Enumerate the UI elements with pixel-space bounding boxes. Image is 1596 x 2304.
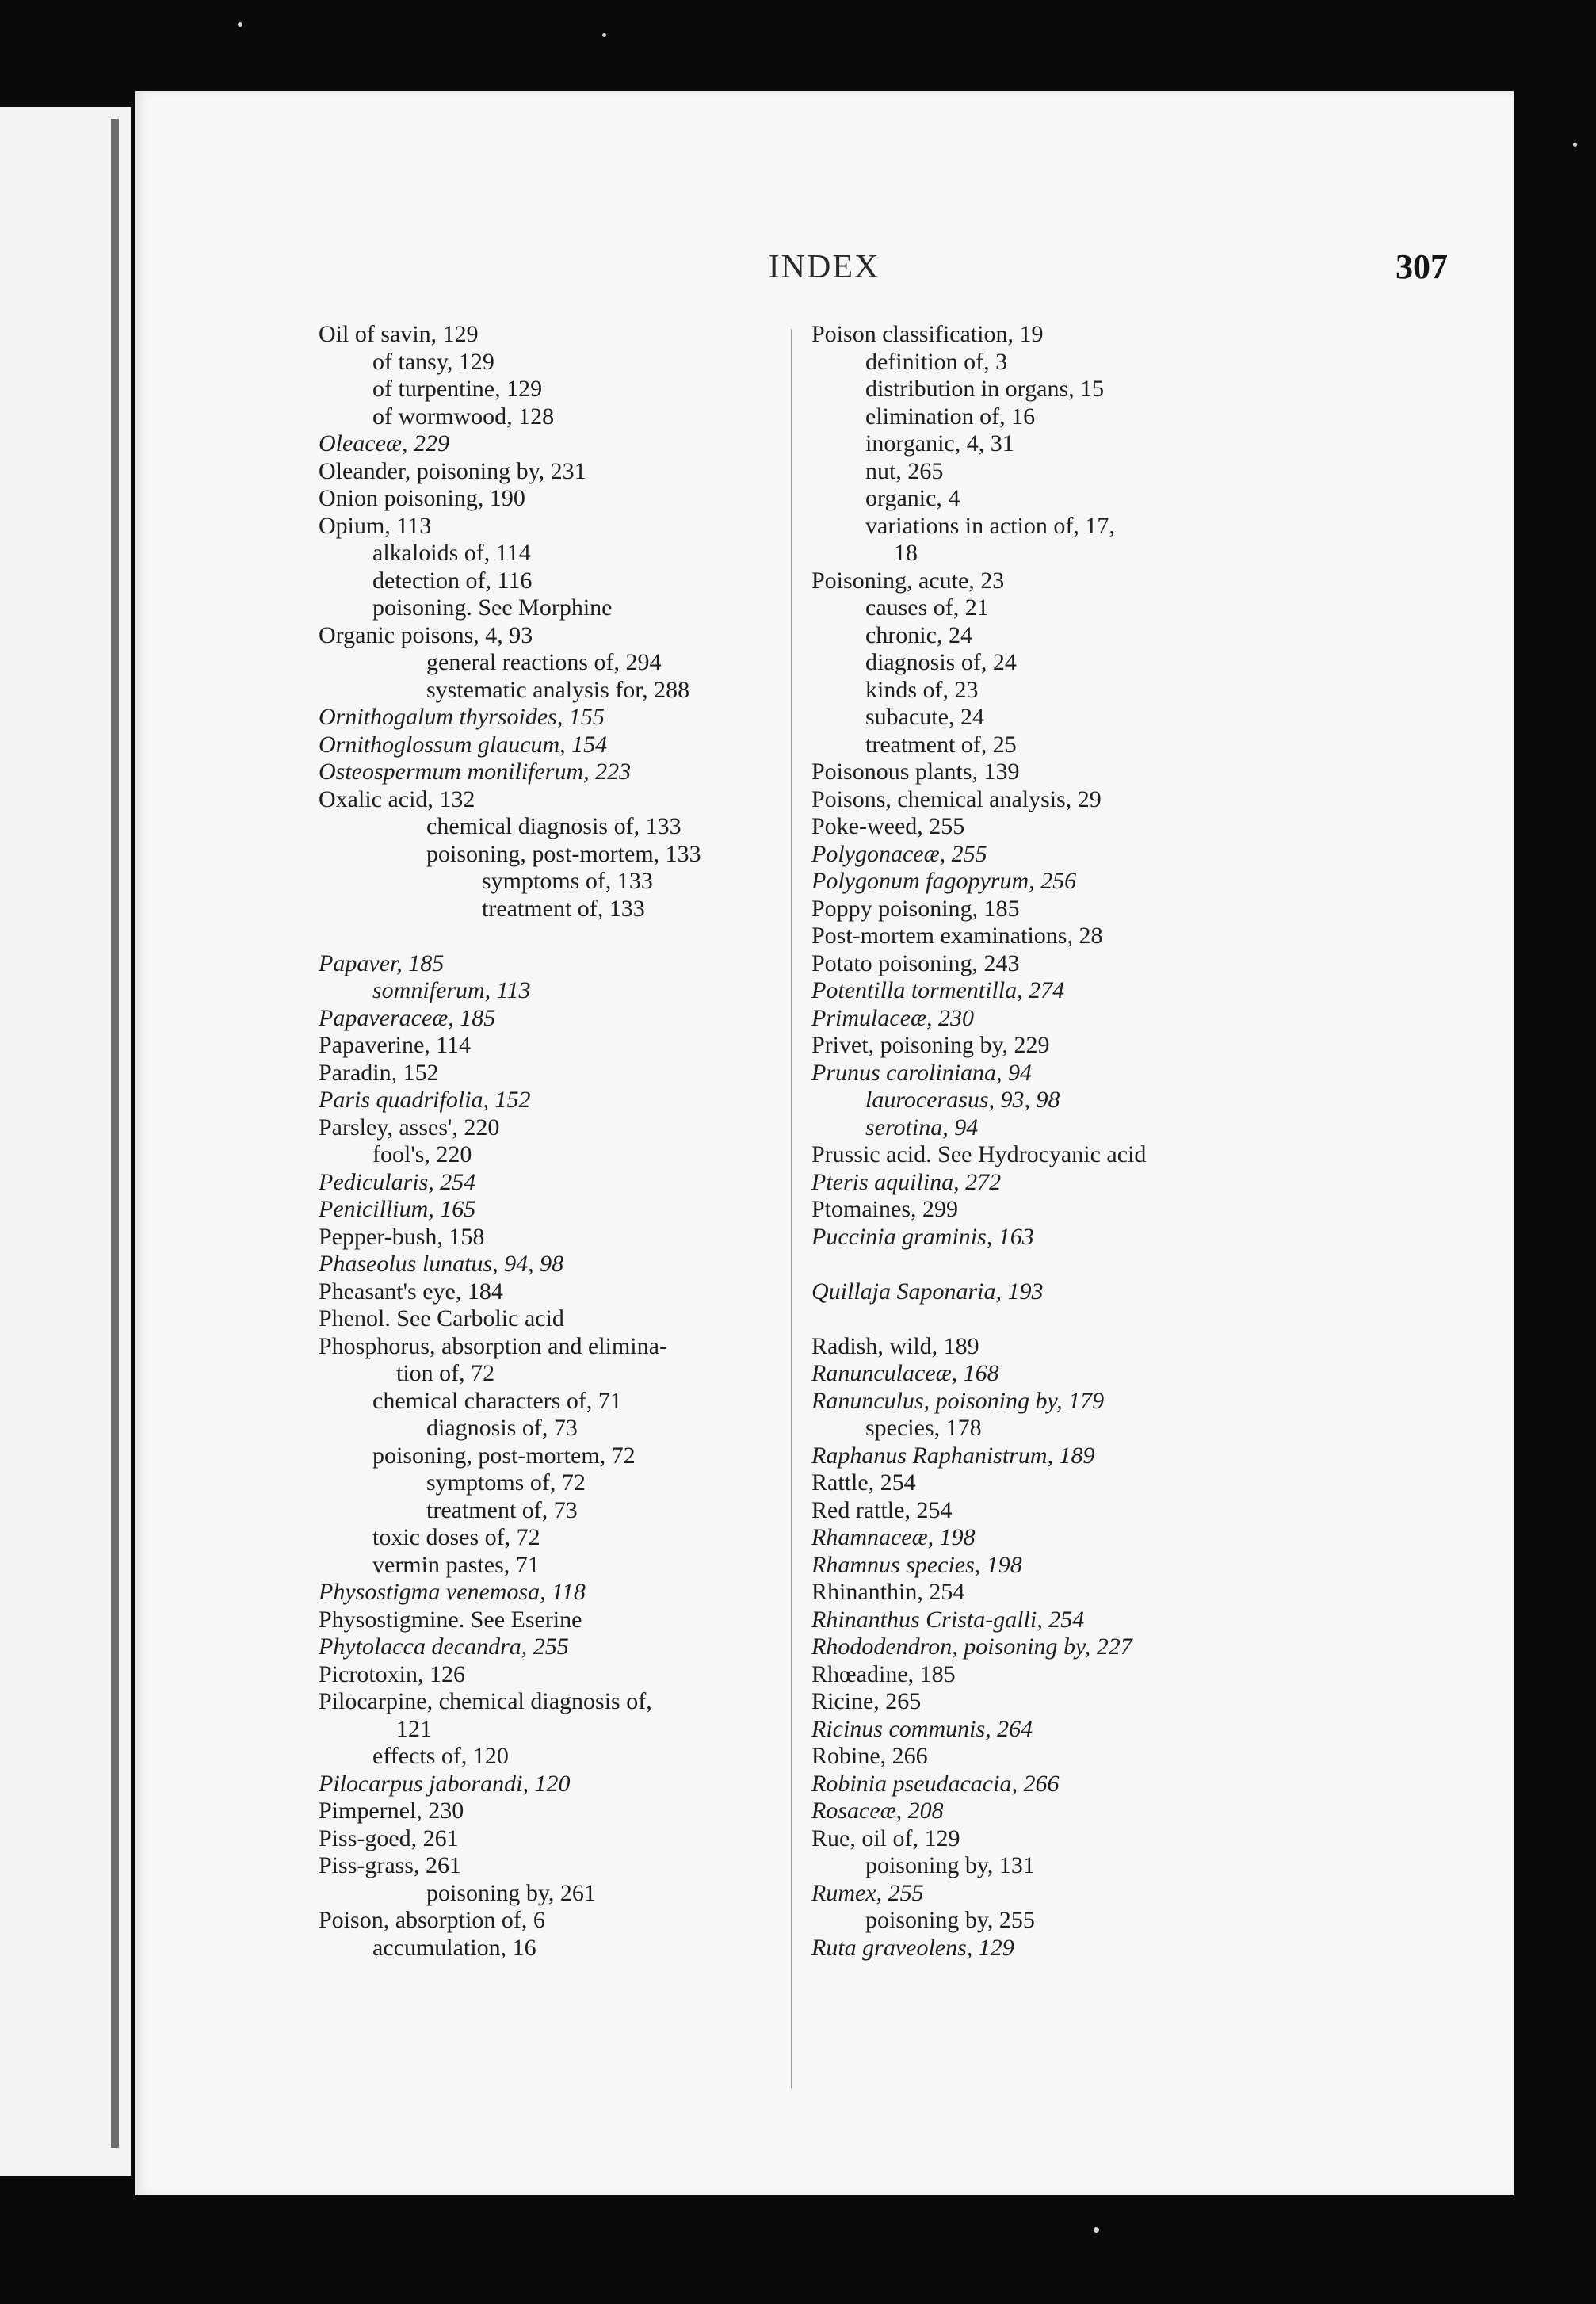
index-subentry: of tansy, 129 (372, 348, 494, 375)
column-divider (791, 329, 792, 2088)
index-entry: Picrotoxin, 126 (319, 1660, 465, 1687)
index-entry: Opium, 113 (319, 512, 432, 539)
index-entry: Quillaja Saponaria, 193 (811, 1278, 1044, 1305)
book-page (135, 91, 1514, 2195)
index-entry: Ranunculaceæ, 168 (811, 1360, 999, 1386)
index-subentry: general reactions of, 294 (426, 649, 662, 675)
index-subentry: detection of, 116 (372, 567, 533, 594)
index-entry: Pteris aquilina, 272 (811, 1168, 1002, 1195)
index-subentry: alkaloids of, 114 (372, 540, 531, 566)
index-entry: Puccinia graminis, 163 (811, 1223, 1034, 1250)
index-entry: Oleaceæ, 229 (319, 430, 449, 457)
index-entry: Rhœadine, 185 (811, 1660, 956, 1687)
index-subentry: fool's, 220 (372, 1141, 472, 1167)
index-subentry: diagnosis of, 73 (426, 1415, 578, 1441)
index-entry: Phytolacca decandra, 255 (319, 1633, 569, 1660)
index-entry: Oxalic acid, 132 (319, 785, 475, 812)
index-subentry: poisoning by, 261 (426, 1879, 596, 1906)
index-entry: Poisons, chemical analysis, 29 (811, 785, 1102, 812)
index-entry: Poison, absorption of, 6 (319, 1907, 545, 1933)
index-subentry: species, 178 (865, 1415, 982, 1441)
index-subentry: poisoning, post-mortem, 133 (426, 840, 701, 867)
index-subentry: treatment of, 133 (482, 895, 645, 922)
index-entry: Radish, wild, 189 (811, 1332, 979, 1359)
index-subentry: treatment of, 25 (865, 731, 1017, 758)
index-subentry: vermin pastes, 71 (372, 1551, 540, 1578)
index-subentry: somniferum, 113 (372, 977, 531, 1003)
index-entry: Ricine, 265 (811, 1688, 922, 1714)
index-entry: Osteospermum moniliferum, 223 (319, 758, 632, 785)
index-subentry: accumulation, 16 (372, 1934, 536, 1961)
index-entry: Piss-grass, 261 (319, 1852, 462, 1878)
index-subentry: chemical characters of, 71 (372, 1387, 622, 1414)
index-entry: Organic poisons, 4, 93 (319, 621, 533, 648)
index-entry: Papaverine, 114 (319, 1032, 472, 1058)
index-entry: Piss-goed, 261 (319, 1824, 459, 1851)
index-subentry: poisoning, post-mortem, 72 (372, 1442, 636, 1469)
index-entry: Rattle, 254 (811, 1469, 916, 1496)
index-entry: Rhamnaceæ, 198 (811, 1524, 976, 1550)
dust-speck (1094, 2227, 1099, 2233)
index-subentry: effects of, 120 (372, 1743, 509, 1769)
index-subentry: kinds of, 23 (865, 676, 979, 703)
index-entry: Rhinanthin, 254 (811, 1579, 965, 1605)
index-entry: Parsley, asses', 220 (319, 1114, 500, 1141)
index-subentry: elimination of, 16 (865, 403, 1036, 430)
index-subentry: organic, 4 (865, 485, 960, 511)
index-subentry: definition of, 3 (865, 348, 1008, 375)
index-entry: Physostigmine. See Eserine (319, 1606, 582, 1633)
index-entry: Raphanus Raphanistrum, 189 (811, 1442, 1095, 1469)
index-subentry: poisoning by, 131 (865, 1852, 1035, 1878)
index-subentry: laurocerasus, 93, 98 (865, 1087, 1060, 1113)
index-entry: Polygonaceæ, 255 (811, 840, 987, 867)
index-subentry: poisoning by, 255 (865, 1907, 1035, 1933)
index-subentry: subacute, 24 (865, 704, 984, 730)
index-entry: Post-mortem examinations, 28 (811, 923, 1103, 949)
index-subentry: symptoms of, 133 (482, 868, 653, 894)
index-entry: Rosaceæ, 208 (811, 1798, 944, 1824)
index-entry: Prussic acid. See Hydrocyanic acid (811, 1141, 1147, 1167)
index-subentry: nut, 265 (865, 457, 944, 484)
index-entry: Pimpernel, 230 (319, 1798, 464, 1824)
index-subentry: distribution in organs, 15 (865, 376, 1105, 402)
index-entry: Privet, poisoning by, 229 (811, 1032, 1050, 1058)
index-entry: Poisoning, acute, 23 (811, 567, 1005, 594)
index-entry: Physostigma venemosa, 118 (319, 1579, 586, 1605)
index-entry: Papaveraceæ, 185 (319, 1004, 496, 1031)
index-entry: Red rattle, 254 (811, 1496, 953, 1523)
section-gap (811, 1251, 1493, 1278)
index-entry: Ricinus communis, 264 (811, 1715, 1033, 1742)
index-entry: Robinia pseudacacia, 266 (811, 1770, 1060, 1797)
index-entry: Pheasant's eye, 184 (319, 1278, 503, 1305)
index-subentry: causes of, 21 (865, 594, 989, 621)
index-column-right (811, 321, 1493, 1962)
index-subentry: poisoning. See Morphine (372, 594, 613, 621)
index-entry: Pilocarpine, chemical diagnosis of, (319, 1688, 652, 1714)
index-entry: Ranunculus, poisoning by, 179 (811, 1387, 1105, 1414)
index-entry: Potato poisoning, 243 (811, 949, 1020, 976)
index-entry: Onion poisoning, 190 (319, 485, 525, 511)
index-entry: Phenol. See Carbolic acid (319, 1305, 564, 1332)
index-entry: Paris quadrifolia, 152 (319, 1087, 531, 1113)
index-entry: Penicillium, 165 (319, 1196, 476, 1222)
index-subentry: treatment of, 73 (426, 1496, 578, 1523)
index-entry: Pedicularis, 254 (319, 1168, 476, 1195)
index-entry: Oleander, poisoning by, 231 (319, 457, 586, 484)
index-subentry: tion of, 72 (396, 1360, 495, 1386)
index-subentry: chemical diagnosis of, 133 (426, 813, 682, 839)
index-entry: Rhinanthus Crista-galli, 254 (811, 1606, 1085, 1633)
index-subentry: chronic, 24 (865, 621, 972, 648)
index-entry: Rumex, 255 (811, 1879, 924, 1906)
index-entry: Papaver, 185 (319, 949, 445, 976)
dust-speck (1573, 143, 1577, 147)
running-header: INDEX (768, 249, 880, 285)
index-subentry: 18 (894, 540, 918, 566)
index-entry: Poison classification, 19 (811, 321, 1044, 347)
index-subentry: toxic doses of, 72 (372, 1524, 540, 1550)
index-entry: Rhamnus species, 198 (811, 1551, 1022, 1578)
index-subentry: variations in action of, 17, (865, 512, 1115, 539)
index-entry: Robine, 266 (811, 1743, 928, 1769)
index-entry: Ruta graveolens, 129 (811, 1934, 1014, 1961)
index-subentry: diagnosis of, 24 (865, 649, 1017, 675)
index-subentry: inorganic, 4, 31 (865, 430, 1014, 457)
index-subentry: of turpentine, 129 (372, 376, 543, 402)
index-entry: Pepper-bush, 158 (319, 1223, 485, 1250)
index-entry: Prunus caroliniana, 94 (811, 1059, 1033, 1086)
index-entry: Ornithogalum thyrsoides, 155 (319, 704, 605, 730)
index-entry: Poke-weed, 255 (811, 813, 965, 839)
index-entry: Oil of savin, 129 (319, 321, 479, 347)
index-entry: Potentilla tormentilla, 274 (811, 977, 1065, 1003)
index-entry: Ptomaines, 299 (811, 1196, 958, 1222)
index-entry: Rue, oil of, 129 (811, 1824, 960, 1851)
index-entry: Paradin, 152 (319, 1059, 439, 1086)
index-entry: Rhododendron, poisoning by, 227 (811, 1633, 1132, 1660)
index-entry: Poppy poisoning, 185 (811, 895, 1020, 922)
index-entry: Phaseolus lunatus, 94, 98 (319, 1251, 564, 1277)
index-entry: Ornithoglossum glaucum, 154 (319, 731, 608, 758)
dust-speck (602, 33, 606, 37)
page-gutter-shadow (111, 119, 119, 2148)
index-entry: Polygonum fagopyrum, 256 (811, 868, 1077, 894)
index-subentry: systematic analysis for, 288 (426, 676, 690, 703)
dust-speck (238, 22, 242, 27)
index-subentry: 121 (396, 1715, 432, 1742)
index-subentry: symptoms of, 72 (426, 1469, 586, 1496)
index-entry: Phosphorus, absorption and elimina- (319, 1332, 667, 1359)
index-subentry: serotina, 94 (865, 1114, 979, 1141)
page-number: 307 (1396, 247, 1448, 286)
index-subentry: of wormwood, 128 (372, 403, 555, 430)
index-entry: Primulaceæ, 230 (811, 1004, 974, 1031)
index-entry: Poisonous plants, 139 (811, 758, 1020, 785)
index-entry: Pilocarpus jaborandi, 120 (319, 1770, 571, 1797)
section-gap (811, 1305, 1493, 1333)
